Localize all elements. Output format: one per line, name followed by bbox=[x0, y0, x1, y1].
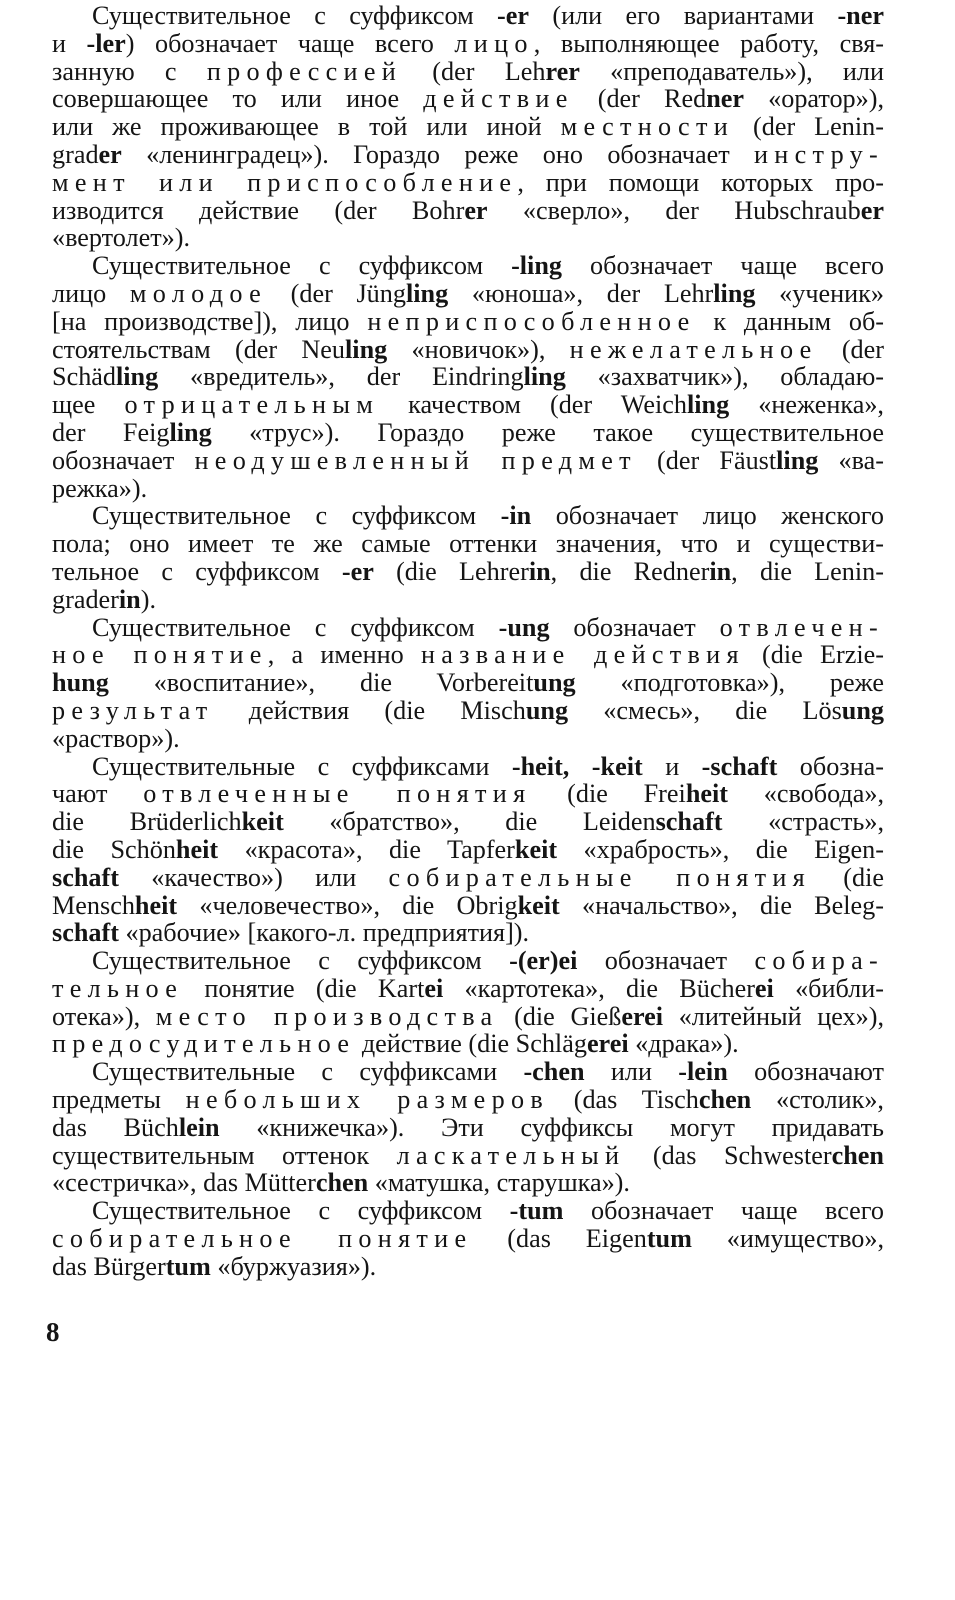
text-segment: предметы bbox=[52, 1085, 186, 1115]
text-line bbox=[52, 336, 884, 364]
text-line bbox=[52, 1114, 884, 1142]
text-segment: занную с bbox=[52, 56, 207, 86]
text-segment: пола; оно имеет те же самые оттенки значения, что и существи- bbox=[52, 529, 884, 559]
text-segment: «ва- bbox=[818, 445, 884, 475]
spaced-emphasis: отрицательным bbox=[124, 390, 380, 420]
spaced-emphasis: ласкательный bbox=[396, 1140, 626, 1170]
spaced-emphasis: тельное bbox=[52, 973, 184, 1003]
suffix-bold: ung bbox=[533, 668, 576, 698]
text-segment: Существительное с суффиксом bbox=[92, 946, 510, 976]
text-segment: «вредитель», der Eindring bbox=[158, 362, 524, 392]
suffix-bold: -ling bbox=[511, 251, 562, 281]
text-line bbox=[52, 947, 884, 975]
text-segment: действие (die Schläg bbox=[355, 1029, 587, 1059]
text-segment: Существительное с суффиксом bbox=[92, 501, 501, 531]
spaced-emphasis: лицо bbox=[454, 28, 534, 58]
text-line bbox=[52, 85, 884, 113]
text-segment: (der Jüng bbox=[266, 278, 406, 308]
suffix-bold: in bbox=[709, 556, 732, 586]
text-segment: обозначают bbox=[727, 1057, 884, 1087]
text-segment: «имущество», bbox=[691, 1224, 884, 1254]
text-segment: (die Gieß bbox=[498, 1001, 622, 1031]
suffix-bold: -chen bbox=[523, 1057, 585, 1087]
text-segment: der Feig bbox=[52, 417, 170, 447]
suffix-bold: ei bbox=[754, 973, 774, 1003]
text-segment: «смесь», die Lös bbox=[568, 695, 842, 725]
suffix-bold: er bbox=[98, 139, 122, 169]
text-line bbox=[52, 113, 884, 141]
suffix-bold: -in bbox=[500, 501, 532, 531]
suffix-bold: tum bbox=[165, 1251, 211, 1281]
text-segment: ) обозначает чаще всего bbox=[125, 28, 455, 58]
suffix-bold: chen bbox=[831, 1140, 884, 1170]
text-line bbox=[52, 975, 884, 1003]
text-segment: Mensch bbox=[52, 890, 135, 920]
text-segment: обозначает bbox=[549, 612, 720, 642]
spaced-emphasis: молодое bbox=[129, 278, 267, 308]
text-line bbox=[52, 753, 884, 781]
suffix-bold: chen bbox=[698, 1085, 752, 1115]
text-line bbox=[52, 697, 884, 725]
suffix-bold: ei bbox=[424, 973, 444, 1003]
suffix-bold: -ung bbox=[498, 612, 550, 642]
suffix-bold: schaft bbox=[655, 807, 723, 837]
text-segment: (die Lehrer bbox=[373, 556, 529, 586]
text-segment: «человечество», die Obrig bbox=[177, 890, 518, 920]
text-segment: «библи- bbox=[773, 973, 884, 1003]
text-line bbox=[52, 252, 884, 280]
text-line bbox=[52, 391, 884, 419]
text-line bbox=[52, 1225, 884, 1253]
spaced-emphasis: неодушевленный предмет bbox=[194, 445, 637, 475]
text-line bbox=[52, 169, 884, 197]
paragraph bbox=[52, 1058, 884, 1197]
paragraph bbox=[52, 252, 884, 502]
text-segment: «страсть», bbox=[722, 807, 884, 837]
text-segment: Существительное с суффиксом bbox=[92, 612, 499, 642]
text-segment: , die Lenin- bbox=[731, 556, 884, 586]
suffix-bold: -heit, -keit bbox=[511, 751, 643, 781]
text-segment: обозна- bbox=[777, 751, 884, 781]
text-segment: совершающее то или иное bbox=[52, 84, 424, 114]
text-segment: и bbox=[642, 751, 702, 781]
suffix-bold: in bbox=[118, 584, 141, 614]
text-segment: и bbox=[52, 28, 87, 58]
text-segment: «преподаватель»), или bbox=[579, 56, 885, 86]
spaced-emphasis: собирательные понятия bbox=[388, 862, 811, 892]
suffix-bold: er bbox=[860, 195, 884, 225]
suffix-bold: heit bbox=[685, 779, 728, 809]
text-segment: обозначает bbox=[52, 445, 195, 475]
text-segment: (der Fäust bbox=[636, 445, 777, 475]
text-segment: , а именно bbox=[267, 640, 421, 670]
spaced-emphasis: собирательное понятие bbox=[52, 1224, 473, 1254]
text-segment: «качество») или bbox=[118, 862, 389, 892]
paragraph bbox=[52, 502, 884, 613]
text-segment: обозначает bbox=[577, 946, 755, 976]
suffix-bold: ling bbox=[345, 334, 388, 364]
text-line bbox=[52, 892, 884, 920]
spaced-emphasis: отвлечен- bbox=[719, 612, 884, 642]
suffix-bold: ner bbox=[706, 84, 745, 114]
suffix-bold: schaft bbox=[52, 918, 119, 948]
text-line bbox=[52, 197, 884, 225]
text-segment: «ученик» bbox=[755, 278, 884, 308]
suffix-bold: ung bbox=[841, 695, 885, 725]
suffix-bold: -ner bbox=[837, 1, 884, 30]
text-segment: «начальство», die Beleg- bbox=[559, 890, 884, 920]
suffix-bold: chen bbox=[315, 1168, 369, 1198]
text-segment: «свобода», bbox=[728, 779, 884, 809]
text-segment: ). bbox=[140, 584, 157, 614]
text-line bbox=[52, 447, 884, 475]
text-line bbox=[52, 669, 884, 697]
text-segment: Существительное с суффиксом bbox=[92, 251, 512, 281]
paragraph bbox=[52, 2, 884, 252]
text-segment: grad bbox=[52, 139, 99, 169]
text-segment: качеством (der Weich bbox=[379, 390, 687, 420]
text-line bbox=[52, 475, 884, 503]
text-segment: тельное с суффиксом bbox=[52, 556, 342, 586]
text-segment: Существительные с суффиксами bbox=[92, 1057, 524, 1087]
paragraph bbox=[52, 614, 884, 753]
text-segment: «новичок»), bbox=[387, 334, 570, 364]
suffix-bold: hung bbox=[52, 668, 109, 698]
spaced-emphasis: место производства bbox=[155, 1001, 499, 1031]
text-segment: die Schön bbox=[52, 834, 176, 864]
paragraph bbox=[52, 753, 884, 948]
text-segment: «раствор»). bbox=[52, 723, 180, 753]
spaced-emphasis: мент или приспособление bbox=[52, 167, 518, 197]
text-segment: режка»). bbox=[52, 473, 148, 503]
text-line bbox=[52, 558, 884, 586]
text-segment: (или его вариантами bbox=[529, 1, 838, 30]
text-segment: «сестричка», das Mütter bbox=[52, 1168, 316, 1198]
text-line bbox=[52, 1030, 884, 1058]
text-segment: стоятельствам (der Neu bbox=[52, 334, 346, 364]
text-segment: лицо bbox=[52, 278, 130, 308]
text-line bbox=[52, 1086, 884, 1114]
text-segment: «захватчик»), обладаю- bbox=[565, 362, 884, 392]
text-segment: изводится действие (der Bohr bbox=[52, 195, 465, 225]
spaced-emphasis: отвлеченные понятия bbox=[143, 779, 532, 809]
text-segment: «драка»). bbox=[628, 1029, 739, 1059]
text-line bbox=[52, 614, 884, 642]
text-line bbox=[52, 864, 884, 892]
text-line bbox=[52, 641, 884, 669]
suffix-bold: keit bbox=[241, 807, 284, 837]
text-segment: чают bbox=[52, 779, 144, 809]
suffix-bold: ling bbox=[116, 362, 159, 392]
suffix-bold: er bbox=[464, 195, 488, 225]
text-line bbox=[52, 808, 884, 836]
text-segment: «ленинградец»). Гораздо реже оно обозначает bbox=[121, 139, 754, 169]
text-line bbox=[52, 919, 884, 947]
suffix-bold: heit bbox=[175, 834, 219, 864]
text-segment: «вертолет»). bbox=[52, 223, 191, 253]
text-line bbox=[52, 836, 884, 864]
text-segment: Существительные с суффиксами bbox=[92, 751, 512, 781]
page-number: 8 bbox=[46, 1317, 60, 1347]
text-segment: (die Erzie- bbox=[744, 640, 884, 670]
text-segment: или же проживающее в той или иной bbox=[52, 112, 561, 142]
text-line bbox=[52, 780, 884, 808]
text-segment: «храбрость», die Eigen- bbox=[557, 834, 884, 864]
suffix-bold: -er bbox=[341, 556, 374, 586]
spaced-emphasis: неприспособленное bbox=[367, 306, 696, 336]
text-line bbox=[52, 1142, 884, 1170]
text-segment: (der Red bbox=[573, 84, 707, 114]
suffix-bold: in bbox=[528, 556, 551, 586]
text-line bbox=[52, 141, 884, 169]
text-segment: (der Lenin- bbox=[734, 112, 884, 142]
text-segment: существительным оттенок bbox=[52, 1140, 397, 1170]
text-segment: (das Schwester bbox=[625, 1140, 832, 1170]
text-segment: (die Frei bbox=[531, 779, 686, 809]
text-segment: «столик», bbox=[751, 1085, 884, 1115]
spaced-emphasis: инстру- bbox=[754, 139, 884, 169]
text-line bbox=[52, 1253, 884, 1281]
suffix-bold: schaft bbox=[52, 862, 119, 892]
text-line bbox=[52, 58, 884, 86]
text-line bbox=[52, 280, 884, 308]
paragraph bbox=[52, 1197, 884, 1280]
suffix-bold: ling bbox=[405, 278, 449, 308]
suffix-bold: -tum bbox=[509, 1196, 564, 1226]
spaced-emphasis: местности bbox=[560, 112, 734, 142]
spaced-emphasis: небольших размеров bbox=[185, 1085, 550, 1115]
text-segment: щее bbox=[52, 390, 125, 420]
text-segment: «сверло», der Hubschraub bbox=[487, 195, 861, 225]
text-segment: [на производстве]), лицо bbox=[52, 306, 368, 336]
text-line bbox=[52, 419, 884, 447]
spaced-emphasis: результат bbox=[52, 695, 214, 725]
text-segment: «трус»). Гораздо реже такое существительное bbox=[211, 417, 885, 447]
text-segment: , die Redner bbox=[550, 556, 710, 586]
spaced-emphasis: собира- bbox=[754, 946, 884, 976]
text-line bbox=[52, 363, 884, 391]
text-line bbox=[52, 725, 884, 753]
text-segment: «картотека», die Bücher bbox=[443, 973, 755, 1003]
text-line bbox=[52, 530, 884, 558]
suffix-bold: -er bbox=[497, 1, 529, 30]
text-segment: обозначает лицо женского bbox=[531, 501, 884, 531]
text-segment: «матушка, старушка»). bbox=[368, 1168, 630, 1198]
page-body-text bbox=[52, 2, 884, 1281]
spaced-emphasis: предосудительное bbox=[52, 1029, 356, 1059]
text-segment: (die bbox=[810, 862, 885, 892]
text-segment: , при помощи которых про- bbox=[517, 167, 884, 197]
text-line bbox=[52, 224, 884, 252]
text-line bbox=[52, 2, 884, 30]
suffix-bold: -lein bbox=[678, 1057, 728, 1087]
suffix-bold: erei bbox=[621, 1001, 664, 1031]
text-segment: , выполняющее работу, свя- bbox=[533, 28, 884, 58]
text-segment: das Bürger bbox=[52, 1251, 166, 1281]
spaced-emphasis: название действия bbox=[420, 640, 745, 670]
text-segment: «юноша», der Lehr bbox=[448, 278, 714, 308]
text-line bbox=[52, 30, 884, 58]
text-segment: Существительное с суффиксом bbox=[92, 1, 498, 30]
suffix-bold: -schaft bbox=[701, 751, 778, 781]
text-segment: обозначает чаще всего bbox=[562, 251, 884, 281]
suffix-bold: erei bbox=[586, 1029, 629, 1059]
text-segment: «подготовка»), реже bbox=[575, 668, 884, 698]
text-line bbox=[52, 308, 884, 336]
suffix-bold: ling bbox=[776, 445, 819, 475]
text-line bbox=[52, 1058, 884, 1086]
suffix-bold: -ler bbox=[86, 28, 126, 58]
suffix-bold: ling bbox=[713, 278, 756, 308]
paragraph bbox=[52, 947, 884, 1058]
suffix-bold: rer bbox=[545, 56, 580, 86]
text-segment: отека»), bbox=[52, 1001, 156, 1031]
spaced-emphasis: ное понятие bbox=[52, 640, 268, 670]
text-line bbox=[52, 1197, 884, 1225]
spaced-emphasis: нежелательное bbox=[569, 334, 818, 364]
suffix-bold: ling bbox=[686, 390, 730, 420]
text-line bbox=[52, 586, 884, 614]
text-segment: grader bbox=[52, 584, 119, 614]
suffix-bold: keit bbox=[517, 890, 560, 920]
text-segment: «книжечка»). Эти суффиксы могут придавать bbox=[219, 1112, 884, 1142]
suffix-bold: lein bbox=[178, 1112, 220, 1142]
suffix-bold: keit bbox=[514, 834, 558, 864]
text-segment: «рабочие» [какого-л. предприятия]). bbox=[118, 918, 530, 948]
suffix-bold: heit bbox=[134, 890, 178, 920]
text-segment: «буржуазия»). bbox=[210, 1251, 377, 1281]
suffix-bold: ling bbox=[523, 362, 566, 392]
spaced-emphasis: профессией bbox=[206, 56, 403, 86]
text-line bbox=[52, 1003, 884, 1031]
text-line bbox=[52, 1169, 884, 1197]
text-segment: «красота», die Tapfer bbox=[218, 834, 515, 864]
text-segment: Schäd bbox=[52, 362, 116, 392]
text-segment: Существительное с суффиксом bbox=[92, 1196, 510, 1226]
text-segment: «неженка», bbox=[729, 390, 884, 420]
text-segment: (das Tisch bbox=[549, 1085, 699, 1115]
suffix-bold: ung bbox=[525, 695, 569, 725]
suffix-bold: tum bbox=[646, 1224, 692, 1254]
suffix-bold: -(er)ei bbox=[509, 946, 578, 976]
text-segment: обозначает чаще всего bbox=[563, 1196, 884, 1226]
spaced-emphasis: действие bbox=[423, 84, 574, 114]
text-segment: действия (die Misch bbox=[213, 695, 526, 725]
text-segment: понятие (die Kart bbox=[183, 973, 425, 1003]
text-segment: das Büch bbox=[52, 1112, 179, 1142]
text-segment: к данным об- bbox=[695, 306, 884, 336]
text-segment: «оратор»), bbox=[744, 84, 885, 114]
text-segment: die Brüderlich bbox=[52, 807, 242, 837]
text-segment: «литейный цех»), bbox=[663, 1001, 884, 1031]
text-segment: или bbox=[584, 1057, 679, 1087]
text-segment: «братство», die Leiden bbox=[283, 807, 656, 837]
text-segment: «воспитание», die Vorbereit bbox=[108, 668, 534, 698]
suffix-bold: ling bbox=[169, 417, 212, 447]
text-line bbox=[52, 502, 884, 530]
text-segment: (der Leh bbox=[402, 56, 546, 86]
text-segment: (der bbox=[817, 334, 884, 364]
text-segment: (das Eigen bbox=[472, 1224, 647, 1254]
